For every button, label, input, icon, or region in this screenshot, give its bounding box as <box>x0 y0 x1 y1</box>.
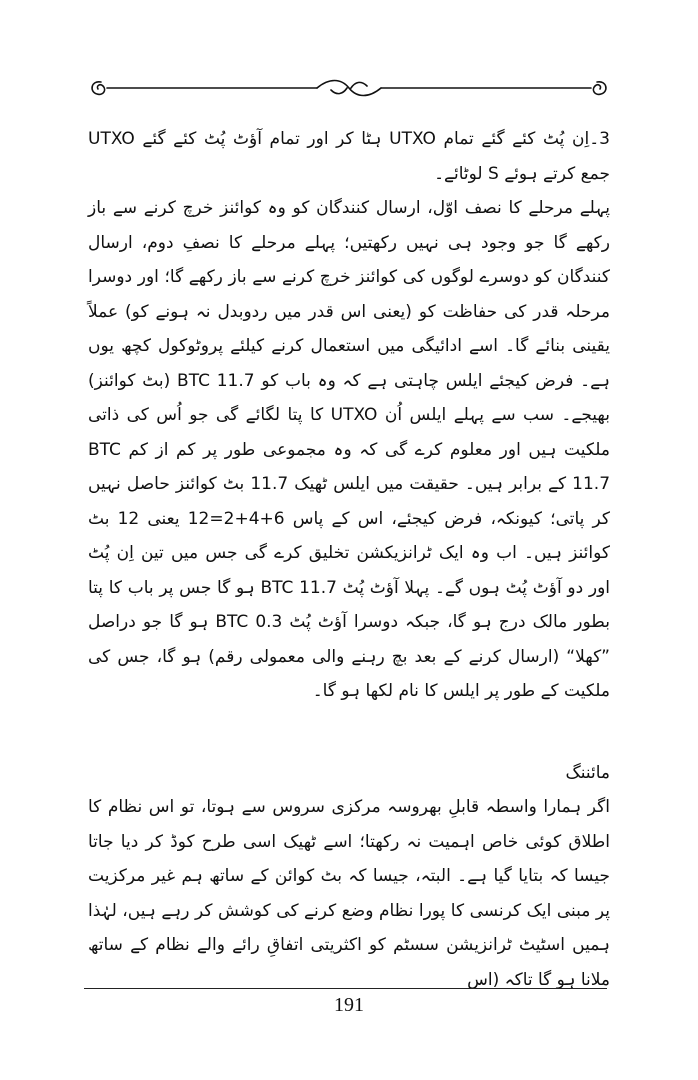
ornament-center-swirl <box>317 81 381 96</box>
list-item-step-3: 3۔اِن پُٹ کئے گئے تمام UTXO ہٹا کر اور تمام آؤٹ پُٹ کئے گئے UTXO جمع کرتے ہوئے S لوٹائے۔ <box>88 129 610 184</box>
body-paragraph-mining: اگر ہمارا واسطہ قابلِ بھروسہ مرکزی سروس سے ہوتا، تو اس نظام کا اطلاق کوئی خاص اہمیت نہ رکھتا؛ اسے ٹھیک اسی طرح کوڈ کر دیا جاتا جیسا کہ بتایا گیا ہے۔ البتہ، جیسا کہ بٹ کوائن کے ساتھ ہم غیر مرکزیت پر مبنی ایک کرنسی کا پورا نظام وضع کرنے کی کوشش کر رہے ہیں، لہٰذا ہمیں اسٹیٹ ٹرانزیشن سسٹم کو اکثریتی اتفاقِ رائے والے نظام کے ساتھ ملانا ہو گا تاکہ (اس <box>88 797 610 990</box>
section-heading-mining: مائننگ <box>565 762 610 783</box>
footer-divider <box>84 988 607 989</box>
body-paragraph: پہلے مرحلے کا نصف اوّل، ارسال کنندگان کو وہ کوائنز خرچ کرنے سے باز رکھے گا جو وجود ہی نہیں رکھتیں؛ پہلے مرحلے کا نصفِ دوم، ارسال کنندگان کو دوسرے لوگوں کی کوائنز خرچ کرنے سے باز رکھے گا؛ اور دوسرا مرحلہ قدر کی حفاظت کو (یعنی اس قدر میں ردوبدل نہ ہونے کو) عملاً یقینی بنائے گا۔ اسے ادائیگی میں استعمال کرنے کیلئے پروٹوکول کچھ یوں ہے۔ فرض کیجئے ایلس چاہتی ہے کہ وہ باب کو BTC 11.7 (بٹ کوائنز) بھیجے۔ سب سے پہلے ایلس اُن UTXO کا پتا لگائے گی جو اُس کی ذاتی ملکیت ہیں اور معلوم کرے گی کہ وہ مجموعی طور پر کم از کم BTC 11.7 کے برابر ہیں۔ حقیقت میں ایلس ٹھیک 11.7 بٹ کوائنز حاصل نہیں کر پاتی؛ کیونکہ، فرض کیجئے، اس کے پاس 6+4+2=12 یعنی 12 بٹ کوائنز ہیں۔ اب وہ ایک ٹرانزیکشن تخلیق کرے گی جس میں تین اِن پُٹ اور دو آؤٹ پُٹ ہوں گے۔ پہلا آؤٹ پُٹ BTC 11.7 ہو گا جس پر باب کا پتا بطور مالک درج ہو گا، جبکہ دوسرا آؤٹ پُٹ BTC 0.3 ہو گا جو دراصل ”کھلا“ (ارسال کرنے کے بعد بچ رہنے والی معمولی رقم) ہو گا، جس کی ملکیت کے طور پر ایلس کا نام لکھا ہو گا۔ <box>88 198 611 701</box>
ornament-right-curl <box>593 82 606 95</box>
page-number: 191 <box>334 994 364 1016</box>
header-ornament <box>85 70 613 106</box>
page-body <box>88 122 610 997</box>
ornament-left-curl <box>92 82 105 95</box>
